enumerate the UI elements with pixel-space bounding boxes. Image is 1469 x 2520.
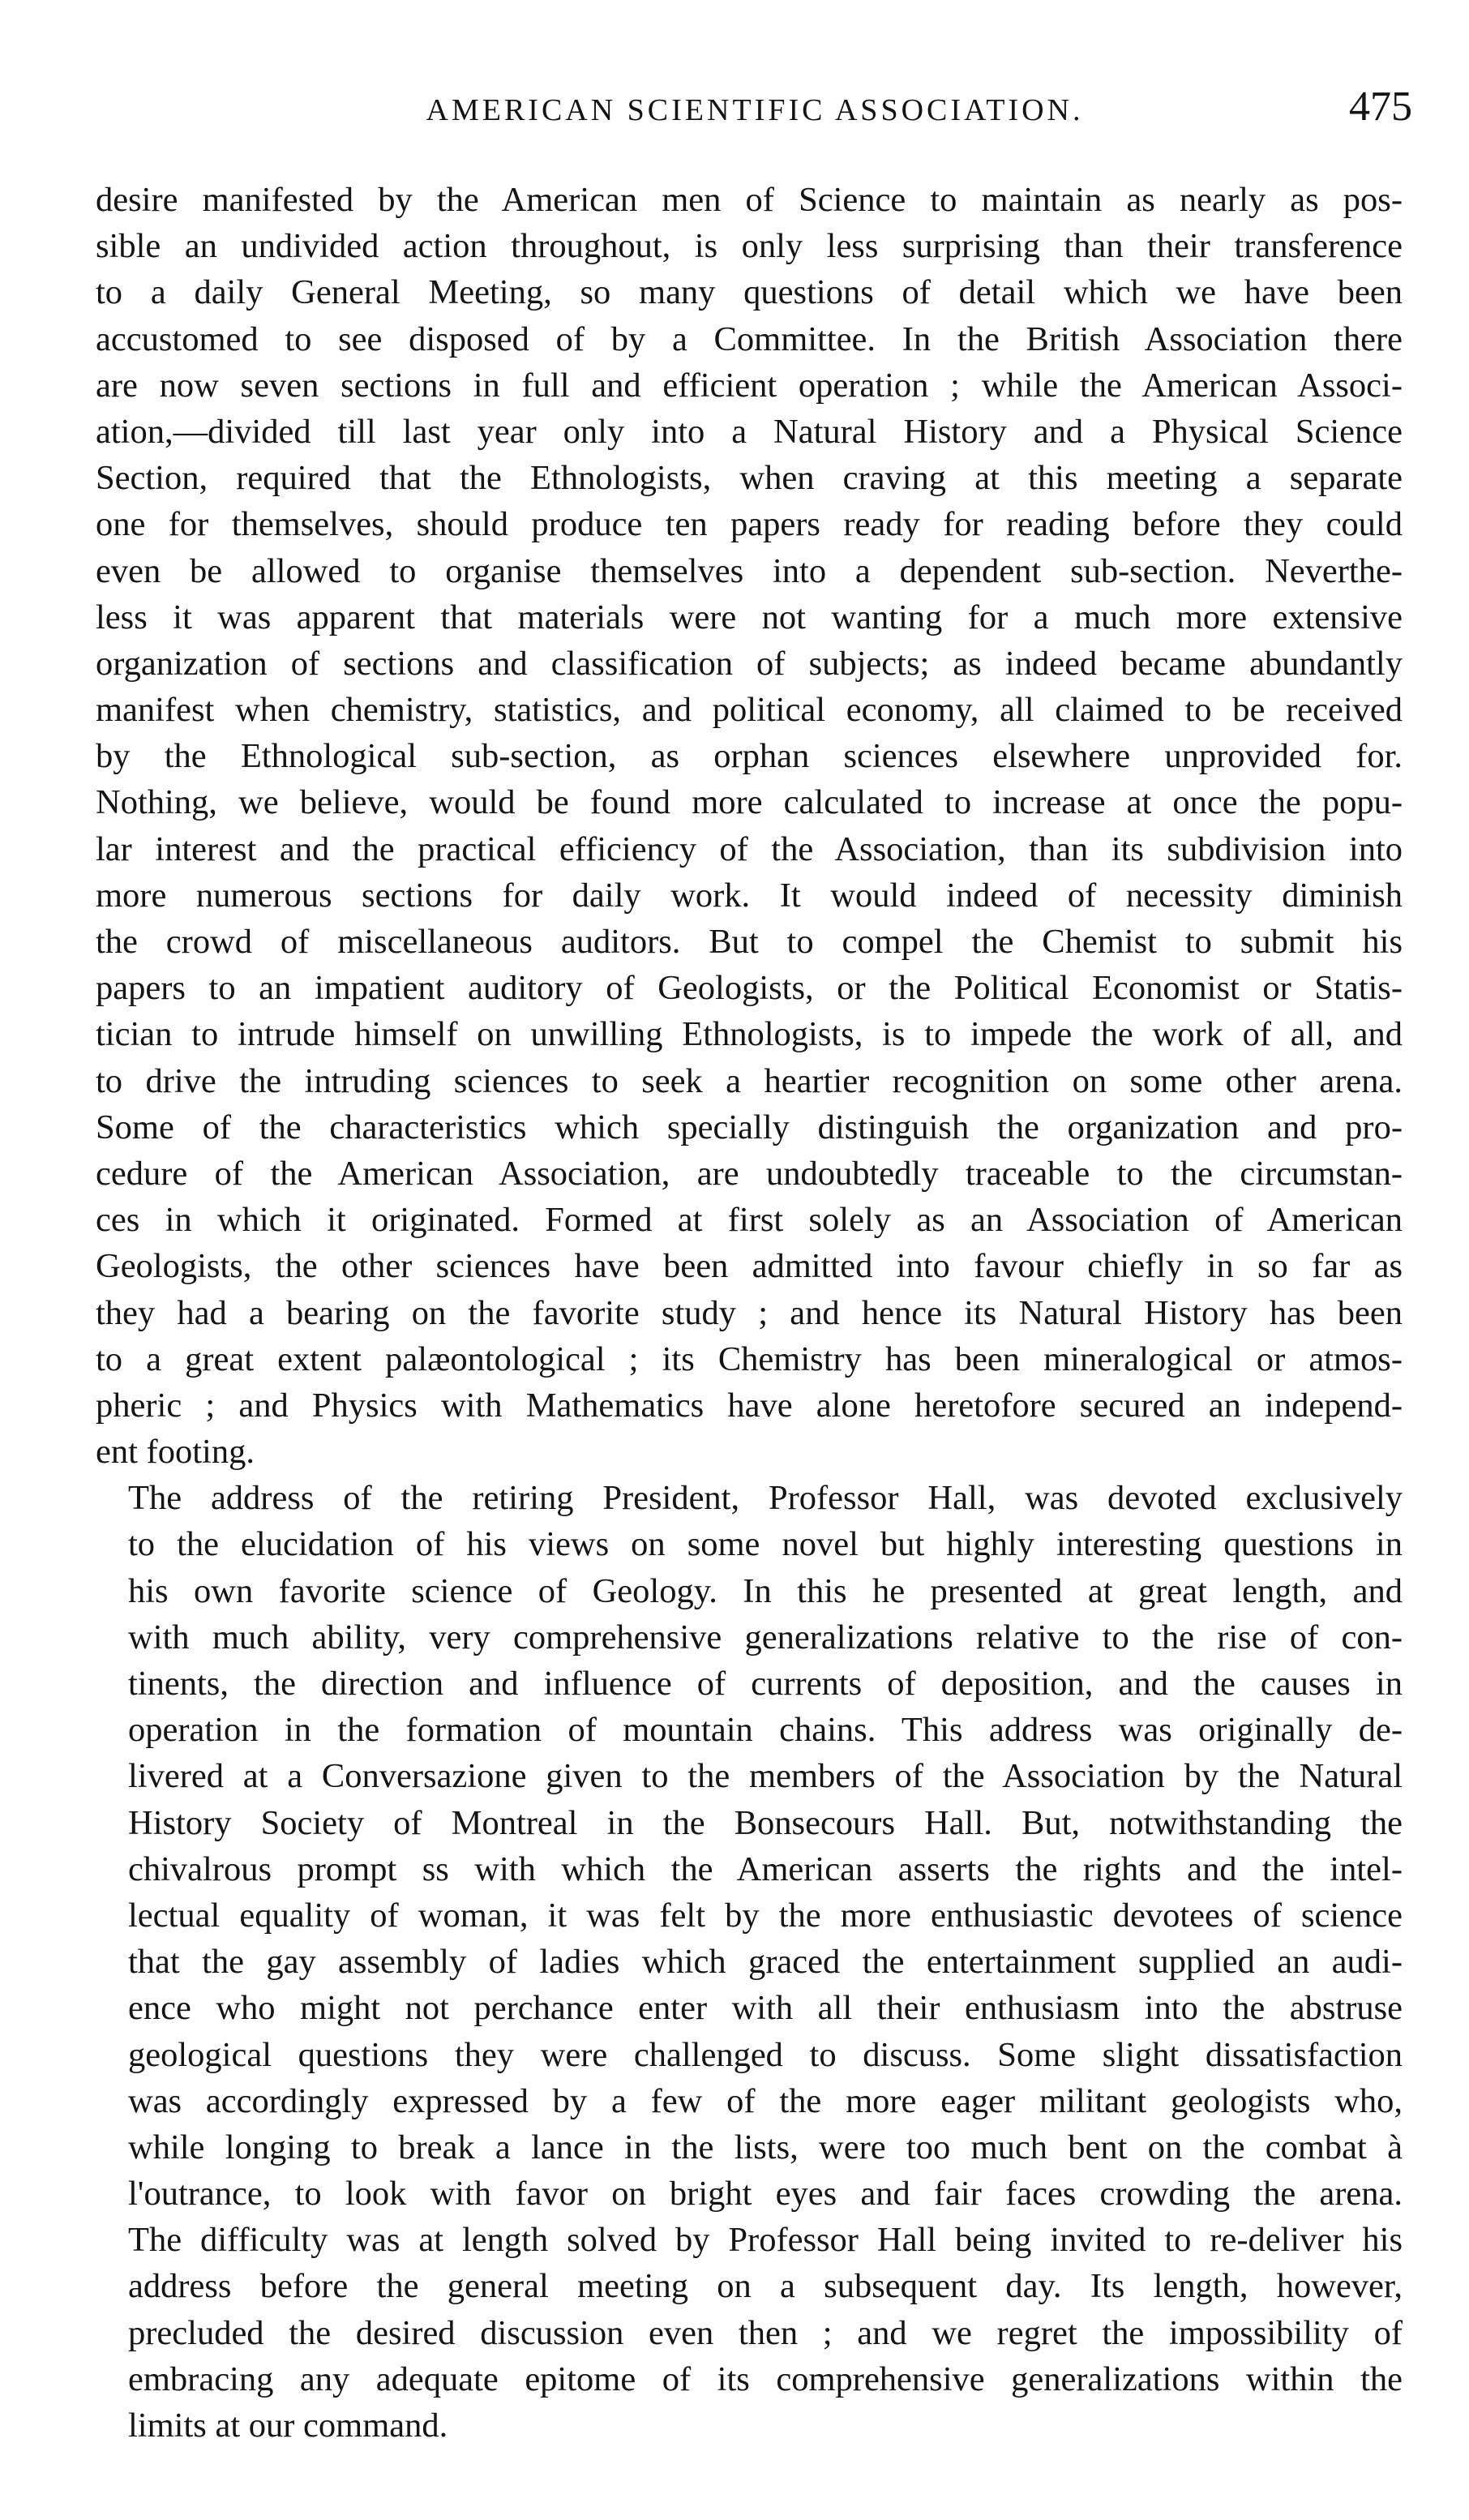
text-line: Section, required that the Ethnologists, when craving at this meeting a separate: [96, 459, 1403, 498]
text-line: to drive the intruding sciences to seek a heartier recognition on some other arena.: [96, 1061, 1403, 1100]
running-head: [97, 81, 1412, 138]
text-line: embracing any adequate epitome of its comprehensive generalizations within the: [128, 2359, 1403, 2398]
text-line: the crowd of miscellaneous auditors. But to compel the Chemist to submit his: [96, 923, 1403, 961]
text-line: less it was apparent that materials were not wanting for a much more extensive: [96, 598, 1403, 636]
text-line: Nothing, we believe, would be found more calculated to increase at once the popu-: [96, 783, 1403, 822]
text-line: limits at our command.: [128, 2406, 448, 2445]
body-text: [96, 177, 1403, 2449]
text-line: ces in which it originated. Formed at first solely as an Association of American: [96, 1201, 1403, 1240]
text-line: The address of the retiring President, Professor Hall, was devoted exclusively: [128, 1479, 1403, 1518]
text-line: precluded the desired discussion even then ; and we regret the impossibility of: [128, 2313, 1403, 2352]
text-line: by the Ethnological sub-section, as orphan sciences elsewhere unprovided for.: [96, 737, 1403, 776]
text-line: to the elucidation of his views on some novel but highly interesting questions in: [128, 1525, 1403, 1564]
text-line: to a daily General Meeting, so many questions of detail which we have been: [96, 273, 1403, 312]
text-line: tician to intrude himself on unwilling Ethnologists, is to impede the work of all, and: [96, 1015, 1403, 1054]
text-line: one for themselves, should produce ten papers ready for reading before they could: [96, 505, 1403, 544]
text-line: Geologists, the other sciences have been admitted into favour chiefly in so far as: [96, 1247, 1403, 1286]
text-line: even be allowed to organise themselves into a dependent sub-section. Neverthe-: [96, 551, 1403, 590]
text-line: address before the general meeting on a subsequent day. Its length, however,: [128, 2267, 1403, 2306]
text-line: his own favorite science of Geology. In this he presented at great length, and: [128, 1571, 1403, 1610]
text-line: accustomed to see disposed of by a Committee. In the British Association there: [96, 319, 1403, 358]
paragraph-2: [96, 1475, 1403, 2449]
text-line: organization of sections and classification of subjects; as indeed became abundantly: [96, 644, 1403, 683]
text-line: operation in the formation of mountain chains. This address was originally de-: [128, 1711, 1403, 1750]
text-line: ence who might not perchance enter with all their enthusiasm into the abstruse: [128, 1989, 1403, 2028]
text-line: that the gay assembly of ladies which graced the entertainment supplied an audi-: [128, 1943, 1403, 1982]
text-line: sible an undivided action throughout, is only less surprising than their transference: [96, 227, 1403, 266]
text-line: ent footing.: [96, 1433, 255, 1472]
text-line: cedure of the American Association, are undoubtedly traceable to the circumstan-: [96, 1154, 1403, 1193]
text-line: while longing to break a lance in the lists, were too much bent on the combat à: [128, 2128, 1403, 2166]
text-line: are now seven sections in full and efficient operation ; while the American Associ-: [96, 366, 1403, 405]
text-line: papers to an impatient auditory of Geologists, or the Political Economist or Statis-: [96, 969, 1403, 1008]
running-title: AMERICAN SCIENTIFIC ASSOCIATION.: [426, 93, 1084, 127]
text-line: tinents, the direction and influence of currents of deposition, and the causes in: [128, 1665, 1403, 1703]
text-line: livered at a Conversazione given to the members of the Association by the Natural: [128, 1757, 1403, 1796]
text-line: History Society of Montreal in the Bonsecours Hall. But, notwithstanding the: [128, 1803, 1403, 1842]
text-line: desire manifested by the American men of Science to maintain as nearly as pos-: [96, 181, 1403, 219]
text-line: with much ability, very comprehensive generalizations relative to the rise of con-: [128, 1618, 1403, 1656]
text-line: more numerous sections for daily work. It would indeed of necessity diminish: [96, 876, 1403, 915]
text-line: they had a bearing on the favorite study ; and hence its Natural History has been: [96, 1293, 1403, 1332]
text-line: ation,—divided till last year only into a Natural History and a Physical Science: [96, 412, 1403, 451]
text-line: lar interest and the practical efficiency of the Association, than its subdivision into: [96, 829, 1403, 868]
text-line: l'outrance, to look with favor on bright eyes and fair faces crowding the arena.: [128, 2175, 1403, 2214]
text-line: to a great extent palæontological ; its Chemistry has been mineralogical or atmos-: [96, 1339, 1403, 1378]
paragraph-1: [96, 177, 1403, 1475]
text-line: manifest when chemistry, statistics, and political economy, all claimed to be received: [96, 691, 1403, 730]
text-line: geological questions they were challenged to discuss. Some slight dissatisfaction: [128, 2035, 1403, 2074]
text-line: Some of the characteristics which specially distinguish the organization and pro-: [96, 1108, 1403, 1146]
text-line: lectual equality of woman, it was felt by the more enthusiastic devotees of science: [128, 1896, 1403, 1935]
text-line: pheric ; and Physics with Mathematics have alone heretofore secured an independ-: [96, 1386, 1403, 1425]
text-line: The difficulty was at length solved by Professor Hall being invited to re-deliver his: [128, 2221, 1403, 2260]
text-line: chivalrous prompt ss with which the American asserts the rights and the intel-: [128, 1849, 1403, 1888]
page-number: 475: [1349, 84, 1412, 130]
text-line: was accordingly expressed by a few of the more eager militant geologists who,: [128, 2081, 1403, 2120]
